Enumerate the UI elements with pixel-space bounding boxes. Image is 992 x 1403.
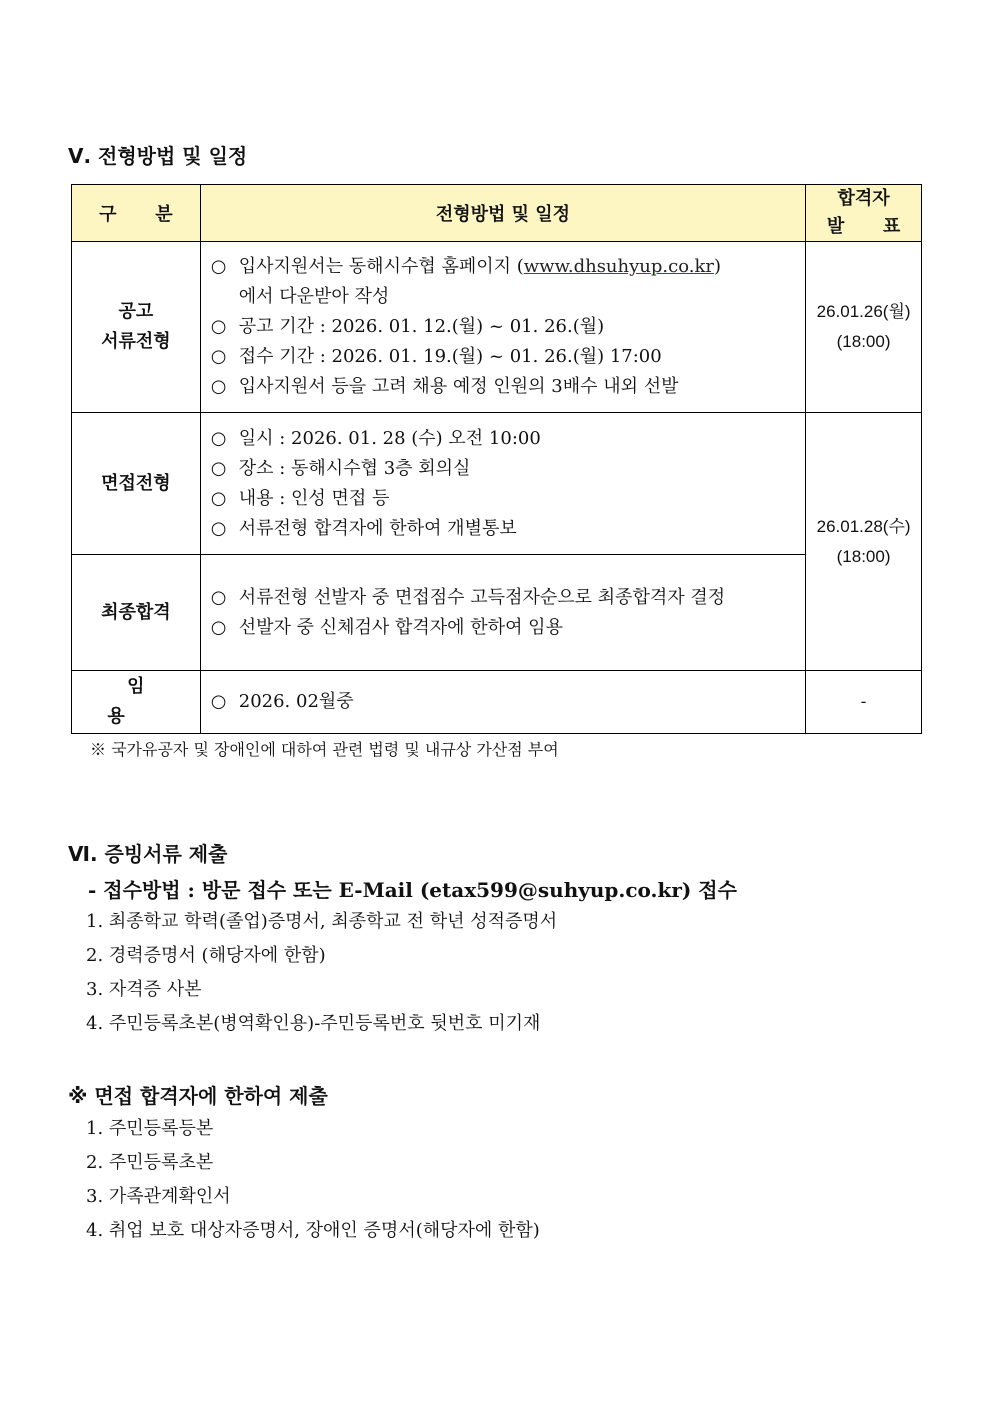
- submission-method: - 접수방법 : 방문 접수 또는 E-Mail (etax599@suhyup.co.kr) 접수: [88, 878, 737, 902]
- list-item: 2. 주민등록초본: [86, 1152, 214, 1173]
- section-5-title: Ⅴ. 전형방법 및 일정: [68, 144, 248, 168]
- circle-bullet-icon: ○: [210, 316, 227, 337]
- circle-bullet-icon: ○: [210, 376, 227, 397]
- method-interview: ○ 일시 : 2026. 01. 28 (수) 오전 10:00 ○ 장소 : 동해시수협 3층 회의실 ○ 내용 : 인성 면접 등 ○ 서류전형 합격자에 한하여 개별통보: [200, 413, 805, 555]
- method-appointment: ○ 2026. 02월중: [200, 671, 805, 734]
- announce-appointment: -: [806, 671, 922, 734]
- list-item: 1. 주민등록등본: [86, 1118, 214, 1139]
- header-method: 전형방법 및 일정: [200, 185, 805, 242]
- table-header-row: [72, 185, 922, 242]
- table-row-appointment: [72, 671, 922, 734]
- header-category: 구 분: [72, 185, 201, 242]
- category-appointment: 임 용: [72, 671, 201, 734]
- interview-docs-title: ※ 면접 합격자에 한하여 제출: [68, 1084, 328, 1108]
- list-item: 4. 주민등록초본(병역확인용)-주민등록번호 뒷번호 미기재: [86, 1013, 541, 1034]
- category-interview: 면접전형: [72, 413, 201, 555]
- circle-bullet-icon: ○: [210, 427, 227, 449]
- category-document-screening: 공고 서류전형: [72, 242, 201, 413]
- table-row-document-screening: [72, 242, 922, 413]
- announce-interview-final: 26.01.28(수) (18:00): [806, 413, 922, 671]
- list-item: 4. 취업 보호 대상자증명서, 장애인 증명서(해당자에 한함): [86, 1220, 540, 1241]
- table-row-final-pass: [72, 555, 922, 671]
- interview-document-list: [86, 1112, 540, 1248]
- list-item: 2. 경력증명서 (해당자에 한함): [86, 945, 326, 966]
- announce-document-screening: 26.01.26(월) (18:00): [806, 242, 922, 413]
- method-document-screening: ○ 입사지원서는 동해시수협 홈페이지 (www.dhsuhyup.co.kr) 에서 다운받아 작성 ○ 공고 기간 : 2026. 01. 12.(월) ~ 01. 26.(월) ○ 접수 기간 : 2026. 01. 19.(월) ~ 01. 26.(월) 17:00 ○ 입사지원서 등을 고려 채용 예정 인원의 3배수 내외 선발: [200, 242, 805, 413]
- homepage-link[interactable]: www.dhsuhyup.co.kr: [523, 256, 714, 277]
- category-final-pass: 최종합격: [72, 555, 201, 671]
- circle-bullet-icon: ○: [210, 346, 227, 367]
- circle-bullet-icon: ○: [210, 586, 227, 608]
- circle-bullet-icon: ○: [210, 691, 227, 712]
- list-item: 3. 가족관계확인서: [86, 1186, 231, 1207]
- table-row-interview: [72, 413, 922, 555]
- circle-bullet-icon: ○: [210, 517, 227, 539]
- circle-bullet-icon: ○: [210, 616, 227, 638]
- circle-bullet-icon: ○: [210, 487, 227, 509]
- table-note: ※ 국가유공자 및 장애인에 대하여 관련 법령 및 내규상 가산점 부여: [90, 740, 559, 759]
- header-announce: 합격자 발 표: [806, 185, 922, 242]
- method-final-pass: ○ 서류전형 선발자 중 면접점수 고득점자순으로 최종합격자 결정 ○ 선발자 중 신체검사 합격자에 한하여 임용: [200, 555, 805, 671]
- list-item: 1. 최종학교 학력(졸업)증명서, 최종학교 전 학년 성적증명서: [86, 911, 558, 932]
- circle-bullet-icon: ○: [210, 256, 227, 277]
- circle-bullet-icon: ○: [210, 457, 227, 479]
- document-list: [86, 905, 557, 1041]
- section-6-title: Ⅵ. 증빙서류 제출: [68, 842, 228, 866]
- schedule-table: [71, 184, 922, 734]
- list-item: 3. 자격증 사본: [86, 979, 202, 1000]
